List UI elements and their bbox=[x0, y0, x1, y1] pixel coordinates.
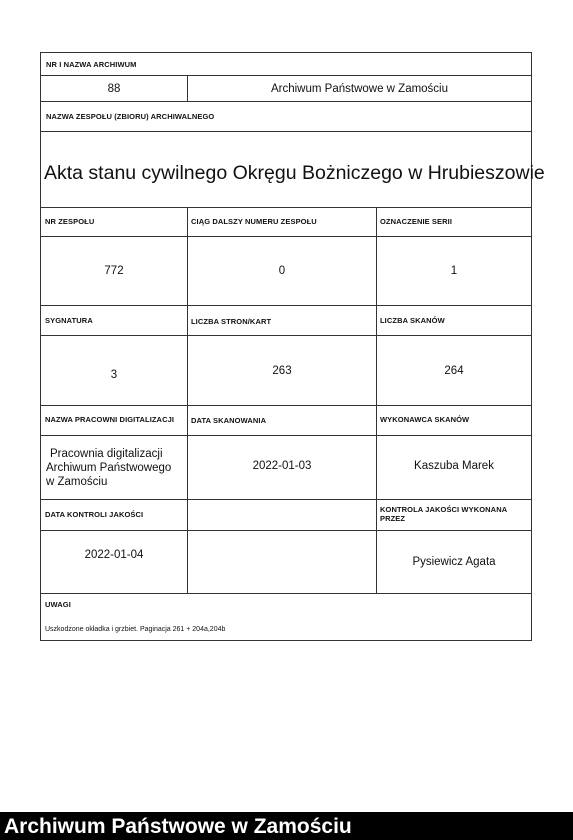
lab-label: NAZWA PRACOWNI DIGITALIZACJI bbox=[45, 415, 175, 424]
fond-number-label: NR ZESPOŁU bbox=[45, 217, 95, 226]
scan-date: 2022-01-03 bbox=[252, 460, 312, 472]
scanner-name: Kaszuba Marek bbox=[414, 460, 494, 472]
collection-name: Akta stanu cywilnego Okręgu Bożniczego w Hrubieszowie bbox=[44, 162, 545, 184]
scans-value: 264 bbox=[444, 365, 464, 377]
pages-value: 263 bbox=[272, 365, 292, 377]
series-label: OZNACZENIE SERII bbox=[380, 217, 453, 226]
qc-by-label: KONTROLA JAKOŚCI WYKONANA PRZEZ bbox=[380, 505, 507, 523]
archive-number: 88 bbox=[107, 83, 121, 95]
notes-label: UWAGI bbox=[45, 600, 71, 609]
notes-text: Uszkodzone okładka i grzbiet. Paginacja 261 + 204a,204b bbox=[45, 626, 226, 633]
scan-date-label: DATA SKANOWANIA bbox=[191, 416, 267, 425]
fond-number: 772 bbox=[104, 265, 124, 277]
fond-continuation: 0 bbox=[278, 265, 286, 277]
lab-name: Pracownia digitalizacji Archiwum Państwowego w Zamościu bbox=[46, 448, 172, 488]
scans-label: LICZBA SKANÓW bbox=[380, 316, 445, 325]
qc-date-label: DATA KONTROLI JAKOŚCI bbox=[45, 510, 144, 519]
collection-label: NAZWA ZESPOŁU (ZBIORU) ARCHIWALNEGO bbox=[46, 112, 215, 121]
metadata-sheet bbox=[40, 52, 545, 641]
archive-name: Archiwum Państwowe w Zamościu bbox=[270, 83, 449, 95]
series-value: 1 bbox=[450, 265, 458, 277]
fond-continuation-label: CIĄG DALSZY NUMERU ZESPOŁU bbox=[191, 217, 317, 226]
footer-banner bbox=[0, 812, 573, 840]
qc-date: 2022-01-04 bbox=[84, 549, 144, 561]
pages-label: LICZBA STRON/KART bbox=[191, 317, 272, 326]
signature-value: 3 bbox=[110, 369, 118, 381]
scanner-label: WYKONAWCA SKANÓW bbox=[380, 415, 470, 424]
qc-by: Pysiewicz Agata bbox=[412, 556, 496, 568]
signature-label: SYGNATURA bbox=[45, 316, 93, 325]
archive-label: NR I NAZWA ARCHIWUM bbox=[46, 60, 137, 69]
footer-title: Archiwum Państwowe w Zamościu bbox=[4, 815, 352, 838]
